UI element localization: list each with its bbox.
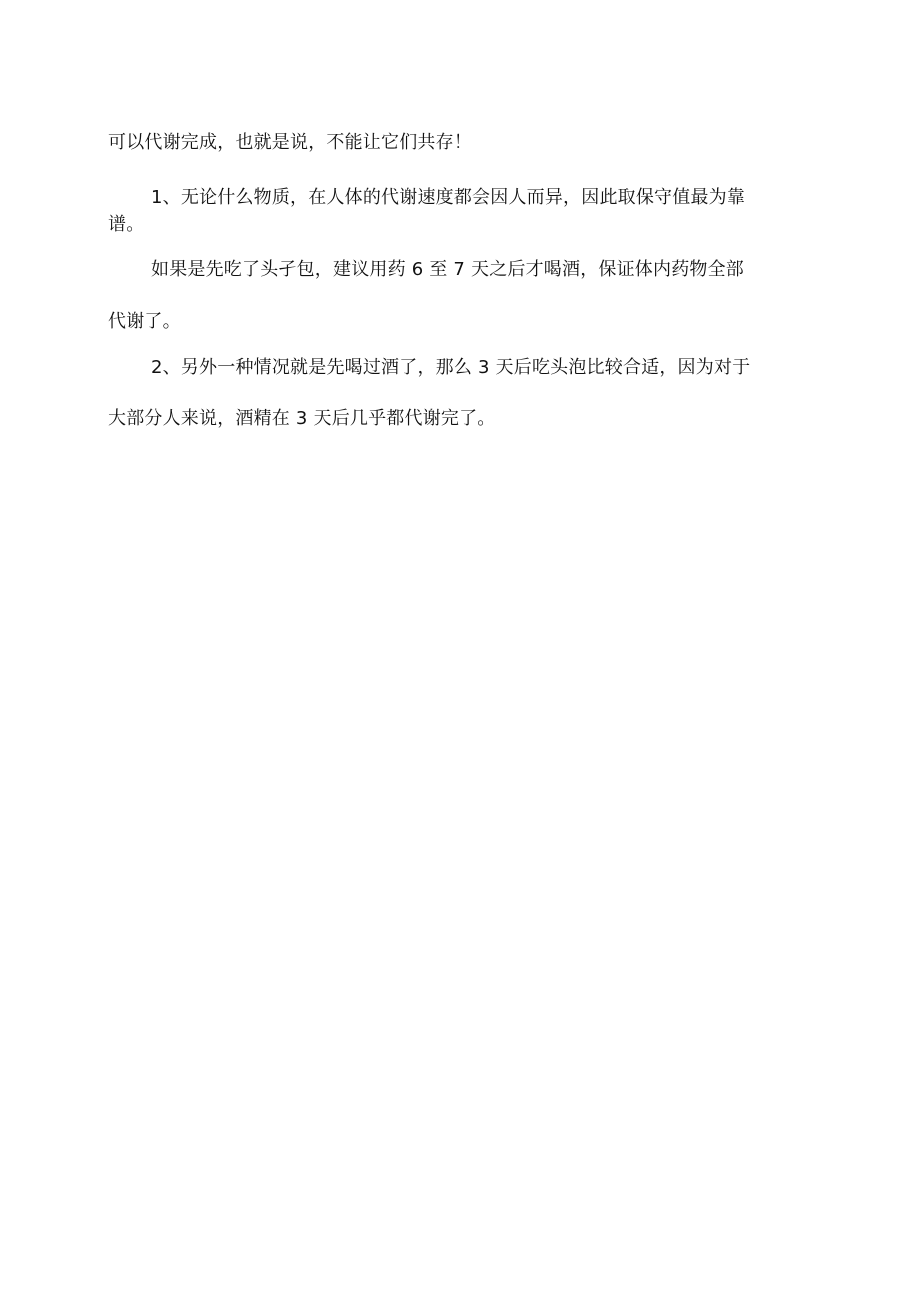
paragraph-line: 大部分人来说，酒精在 3 天后几乎都代谢完了。 bbox=[108, 408, 496, 429]
paragraph-line: 代谢了。 bbox=[108, 311, 181, 332]
paragraph-line: 谱。 bbox=[108, 214, 145, 235]
paragraph-line: 1、无论什么物质，在人体的代谢速度都会因人而异，因此取保守值最为靠 bbox=[151, 187, 746, 208]
paragraph-line: 2、另外一种情况就是先喝过酒了，那么 3 天后吃头泡比较合适，因为对于 bbox=[151, 357, 751, 378]
paragraph-line: 可以代谢完成，也就是说，不能让它们共存！ bbox=[108, 132, 472, 153]
paragraph-line: 如果是先吃了头孑包，建议用药 6 至 7 天之后才喝酒，保证体内药物全部 bbox=[151, 259, 744, 280]
